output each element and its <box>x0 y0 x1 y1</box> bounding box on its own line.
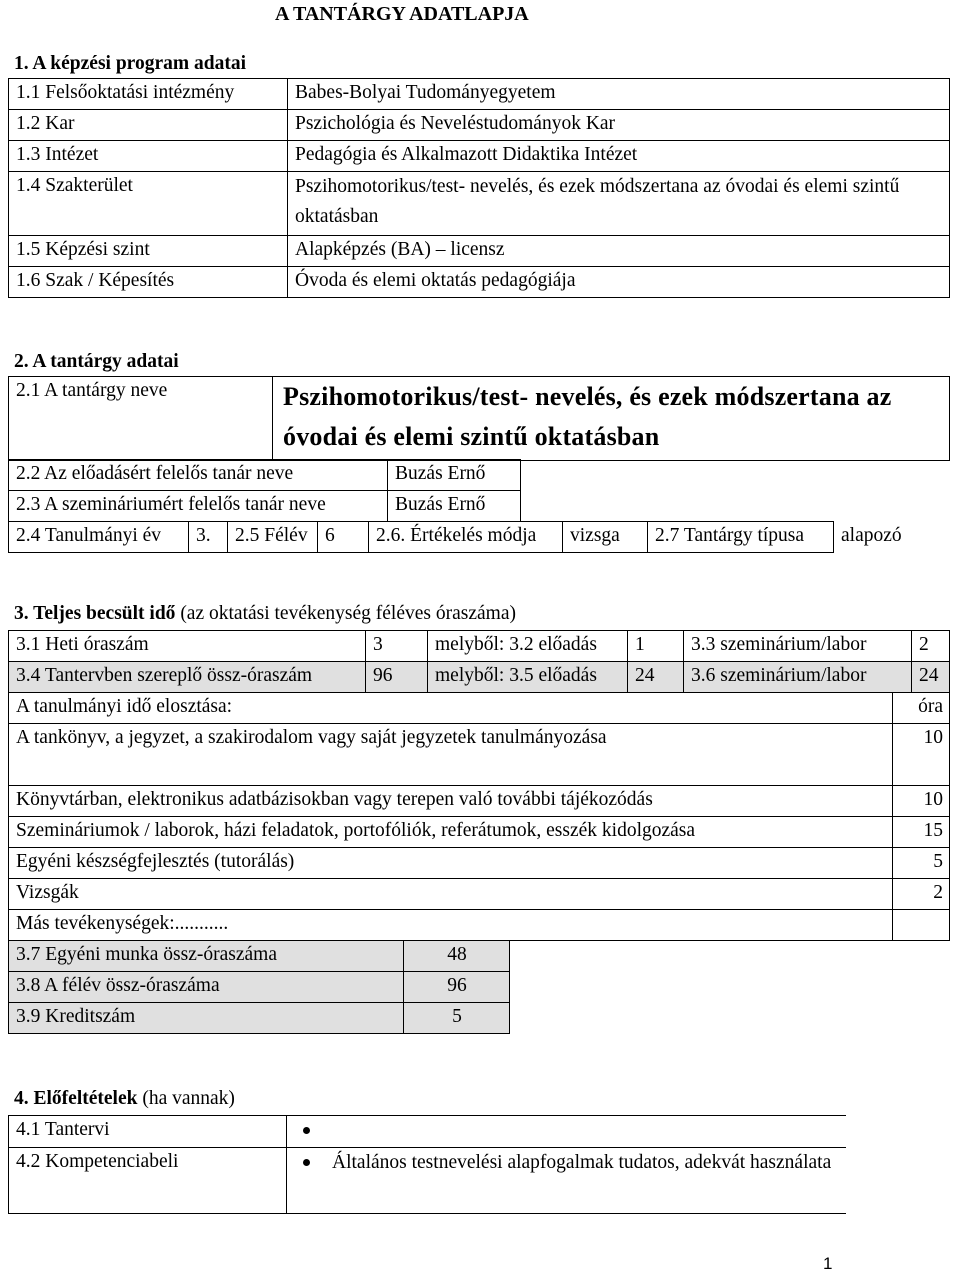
teachers-table <box>8 459 521 522</box>
distribution-unit: óra <box>893 693 950 724</box>
row-label: 1.6 Szak / Képesítés <box>9 267 288 298</box>
section4-heading-bold: 4. Előfeltételek <box>14 1088 138 1109</box>
competence-prereq-value <box>287 1148 847 1214</box>
row-label: 1.4 Szakterület <box>9 172 288 236</box>
subject-name-table <box>8 376 950 461</box>
activity-label: Más tevékenységek:........... <box>9 910 893 941</box>
table-row <box>9 267 950 298</box>
section3-heading <box>14 602 516 625</box>
subject-name-value: Pszihomotorikus/test- nevelés, és ezek módszertana az óvodai és elemi szintű oktatásban <box>273 377 950 461</box>
activity-label: A tankönyv, a jegyzet, a szakirodalom vagy saját jegyzetek tanulmányozása <box>9 724 893 786</box>
semester-hours-label: 3.8 A félév össz-óraszáma <box>9 972 404 1003</box>
time-distribution-table <box>8 692 950 941</box>
row-label: 1.1 Felsőoktatási intézmény <box>9 79 288 110</box>
bullet-icon <box>303 1127 310 1134</box>
curricular-prereq-label: 4.1 Tantervi <box>9 1116 287 1148</box>
table-row <box>9 491 521 522</box>
table-row <box>9 1116 847 1148</box>
weekly-hours-label: 3.1 Heti óraszám <box>9 631 366 662</box>
distribution-label: A tanulmányi idő elosztása: <box>9 693 893 724</box>
semester-label: 2.5 Félév <box>228 522 318 553</box>
section3-heading-bold: 3. Teljes becsült idő <box>14 603 176 624</box>
lecturer-label: 2.2 Az előadásért felelős tanár neve <box>9 460 388 491</box>
weekly-seminar-label: 3.3 szeminárium/labor <box>684 631 912 662</box>
table-row <box>9 1003 510 1034</box>
weekly-hours-value: 3 <box>366 631 428 662</box>
row-value: Pedagógia és Alkalmazott Didaktika Intézet <box>288 141 950 172</box>
row-value: Pszihomotorikus/test- nevelés, és ezek módszertana az óvodai és elemi szintű oktatásban <box>288 172 950 236</box>
table-row <box>9 786 950 817</box>
hours-table <box>8 630 950 693</box>
row-label: 1.3 Intézet <box>9 141 288 172</box>
activity-label: Egyéni készségfejlesztés (tutorálás) <box>9 848 893 879</box>
table-row <box>9 817 950 848</box>
table-row <box>9 910 950 941</box>
lecturer-value: Buzás Ernő <box>388 460 521 491</box>
document-title: A TANTÁRGY ADATLAPJA <box>275 3 529 25</box>
credits-value: 5 <box>404 1003 510 1034</box>
subject-name-label: 2.1 A tantárgy neve <box>9 377 273 461</box>
section1-heading: 1. A képzési program adatai <box>14 53 247 74</box>
bullet-icon <box>303 1159 310 1166</box>
semester-hours-value: 96 <box>404 972 510 1003</box>
table-row <box>9 110 950 141</box>
table-row <box>9 972 510 1003</box>
study-year-label: 2.4 Tanulmányi év <box>9 522 189 553</box>
table-row <box>9 1148 847 1214</box>
total-hours-label: 3.4 Tantervben szereplő össz-óraszám <box>9 662 366 693</box>
table-row <box>9 631 950 662</box>
individual-hours-value: 48 <box>404 941 510 972</box>
table-row <box>9 79 950 110</box>
activity-hours: 10 <box>893 724 950 786</box>
weekly-lecture-label: melyből: 3.2 előadás <box>428 631 628 662</box>
total-hours-value: 96 <box>366 662 428 693</box>
table-row <box>9 941 510 972</box>
total-seminar-label: 3.6 szeminárium/labor <box>684 662 912 693</box>
table-row <box>9 522 931 553</box>
table-row <box>9 662 950 693</box>
study-year-value: 3. <box>189 522 228 553</box>
weekly-lecture-value: 1 <box>628 631 684 662</box>
activity-hours: 10 <box>893 786 950 817</box>
activity-label: Könyvtárban, elektronikus adatbázisokban vagy terepen való további tájékozódás <box>9 786 893 817</box>
subject-details-table <box>8 521 930 553</box>
section2-heading: 2. A tantárgy adatai <box>14 351 179 372</box>
table-row <box>9 724 950 786</box>
activity-hours: 15 <box>893 817 950 848</box>
row-value: Babes-Bolyai Tudományegyetem <box>288 79 950 110</box>
section4-heading <box>14 1087 235 1110</box>
table-row <box>9 236 950 267</box>
table-row <box>9 172 950 236</box>
table-row <box>9 848 950 879</box>
activity-hours: 5 <box>893 848 950 879</box>
subject-type-value: alapozó <box>834 522 931 553</box>
total-seminar-value: 24 <box>912 662 950 693</box>
seminar-teacher-value: Buzás Ernő <box>388 491 521 522</box>
activity-label: Vizsgák <box>9 879 893 910</box>
credits-label: 3.9 Kreditszám <box>9 1003 404 1034</box>
row-label: 1.5 Képzési szint <box>9 236 288 267</box>
table-row <box>9 879 950 910</box>
individual-hours-label: 3.7 Egyéni munka össz-óraszáma <box>9 941 404 972</box>
activity-hours: 2 <box>893 879 950 910</box>
row-value: Pszichológia és Neveléstudományok Kar <box>288 110 950 141</box>
table-row <box>9 141 950 172</box>
evaluation-label: 2.6. Értékelés módja <box>369 522 563 553</box>
row-value: Óvoda és elemi oktatás pedagógiája <box>288 267 950 298</box>
table-row <box>9 693 950 724</box>
totals-table <box>8 940 510 1034</box>
competence-prereq-text: Általános testnevelési alapfogalmak tudatos, adekvát használata <box>332 1152 832 1173</box>
competence-prereq-label: 4.2 Kompetenciabeli <box>9 1148 287 1214</box>
section4-heading-rest: (ha vannak) <box>137 1088 235 1109</box>
section3-heading-rest: (az oktatási tevékenység féléves óraszáma) <box>175 603 516 624</box>
curricular-prereq-value <box>287 1116 847 1148</box>
activity-label: Szemináriumok / laborok, házi feladatok, portofóliók, referátumok, esszék kidolgozása <box>9 817 893 848</box>
total-lecture-label: melyből: 3.5 előadás <box>428 662 628 693</box>
subject-type-label: 2.7 Tantárgy típusa <box>648 522 834 553</box>
table-row <box>9 377 950 461</box>
seminar-teacher-label: 2.3 A szemináriumért felelős tanár neve <box>9 491 388 522</box>
evaluation-value: vizsga <box>563 522 648 553</box>
semester-value: 6 <box>318 522 369 553</box>
program-data-table <box>8 78 950 298</box>
row-label: 1.2 Kar <box>9 110 288 141</box>
table-row <box>9 460 521 491</box>
weekly-seminar-value: 2 <box>912 631 950 662</box>
activity-hours <box>893 910 950 941</box>
total-lecture-value: 24 <box>628 662 684 693</box>
prerequisites-table <box>8 1115 846 1214</box>
page-number: 1 <box>823 1254 833 1273</box>
row-value: Alapképzés (BA) – licensz <box>288 236 950 267</box>
